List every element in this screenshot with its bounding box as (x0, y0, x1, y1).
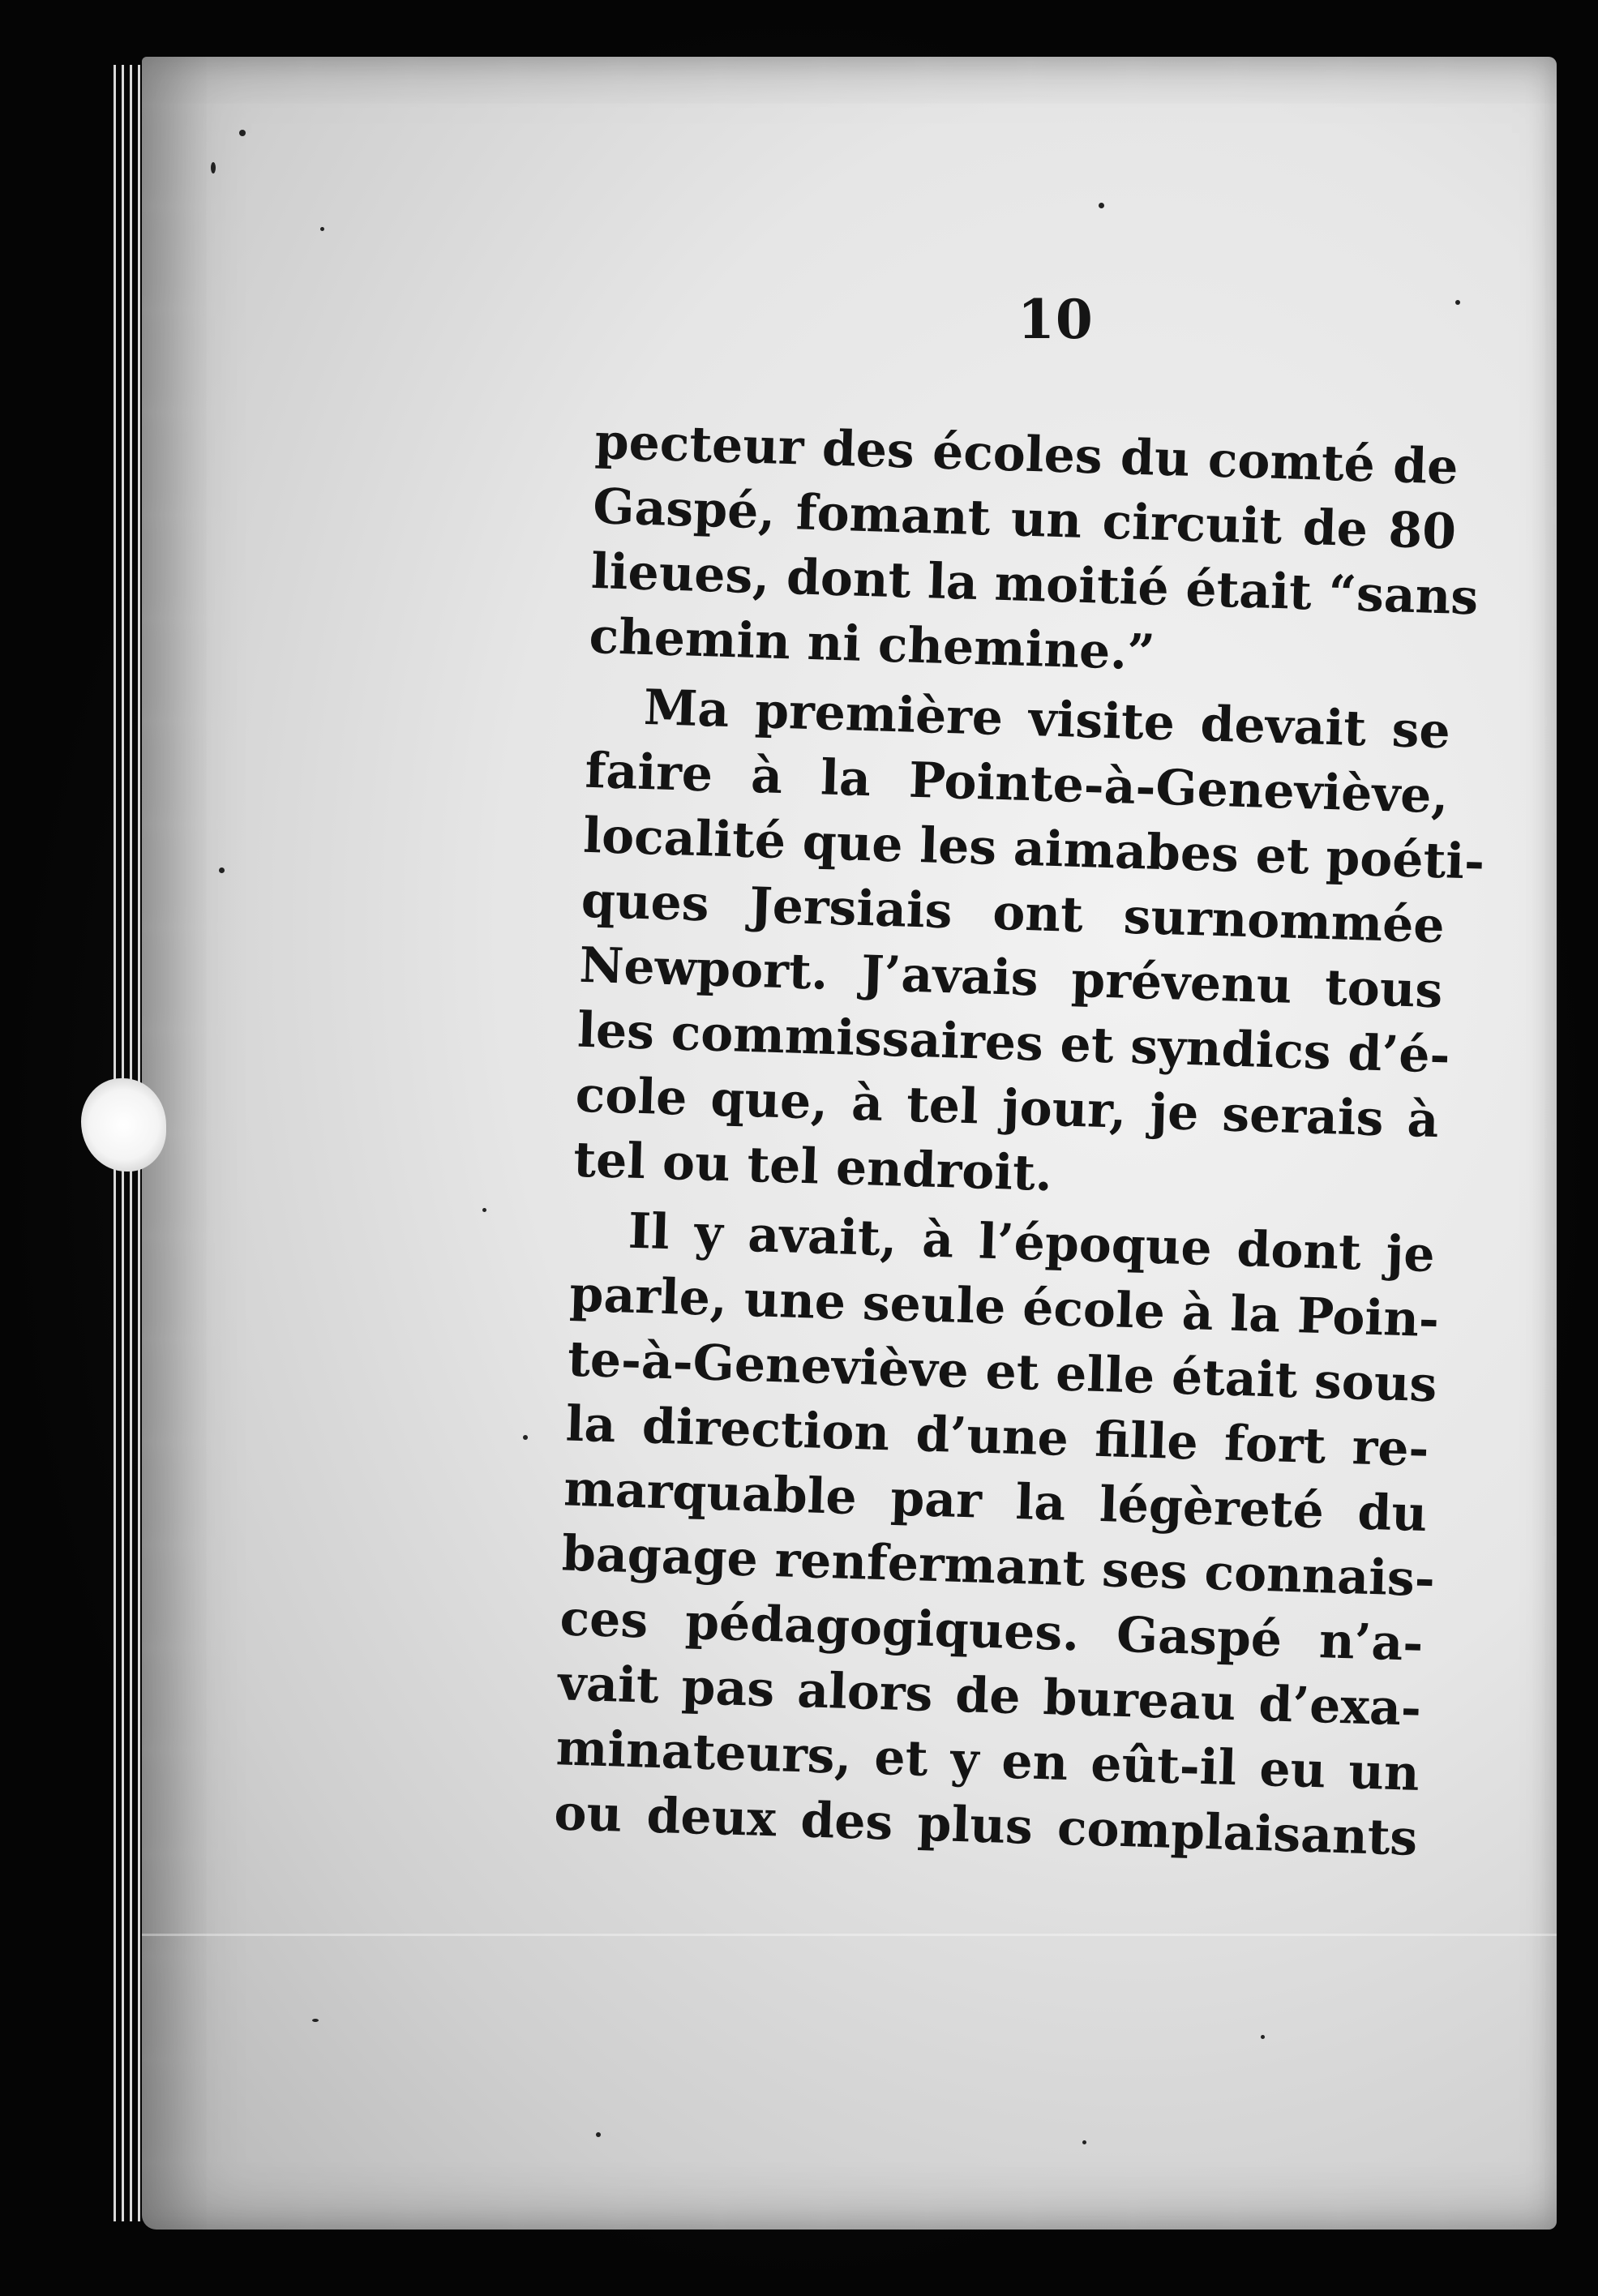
text-line: faire à la Pointe-à-Geneviève, (584, 742, 1450, 825)
text-line: marquable par la légèreté du (563, 1460, 1429, 1543)
text-line: bagage renfermant ses connais- (561, 1525, 1436, 1608)
text-line: Gaspé, fomant un circuit de 80 (592, 478, 1458, 561)
text-line: ques Jersiais ont surnommée (580, 872, 1446, 955)
text-line: pecteur des écoles du comté de (593, 413, 1459, 496)
text-line: ces pédagogiques. Gaspé n’a- (559, 1590, 1424, 1673)
text-line: ou deux des plus complaisants (553, 1784, 1419, 1867)
ink-speck (211, 162, 216, 173)
text-line: chemin ni chemine.” (588, 607, 1156, 682)
text-line: parle, une seule école à la Poin- (568, 1266, 1440, 1349)
ink-speck (1082, 2140, 1086, 2144)
text-line: tel ou tel endroit. (572, 1131, 1053, 1203)
text-line: localité que les aimabes et poéti- (582, 807, 1485, 891)
body-text (553, 409, 1485, 1871)
text-line: cole que, à tel jour, je serais à (574, 1066, 1440, 1150)
ink-speck (239, 130, 246, 136)
ink-speck (523, 1435, 528, 1440)
text-line: Il y avait, à l’époque dont je (627, 1202, 1436, 1284)
ink-speck (596, 2132, 601, 2137)
ink-speck (320, 227, 324, 231)
text-line: Ma première visite devait se (643, 679, 1451, 760)
text-line: minateurs, et y en eût-il eu un (555, 1720, 1420, 1802)
ink-speck (312, 2019, 319, 2022)
text-line: lieues, dont la moitié était “sans (590, 542, 1480, 627)
text-line: les commissaires et syndics d’é- (576, 1001, 1451, 1085)
text-line: te-à-Geneviève et elle était sous (567, 1330, 1438, 1414)
ink-speck (1261, 2035, 1265, 2039)
ink-speck (482, 1208, 486, 1212)
text-line: Newport. J’avais prévenu tous (578, 936, 1444, 1020)
scan-crease (142, 1934, 1557, 1936)
page-number: 10 (1017, 288, 1094, 351)
text-line: vait pas alors de bureau d’exa- (557, 1655, 1422, 1737)
ink-speck (1455, 300, 1460, 305)
text-line: la direction d’une fille fort re- (564, 1395, 1430, 1479)
ink-speck (219, 867, 225, 873)
ink-speck (1099, 203, 1104, 208)
